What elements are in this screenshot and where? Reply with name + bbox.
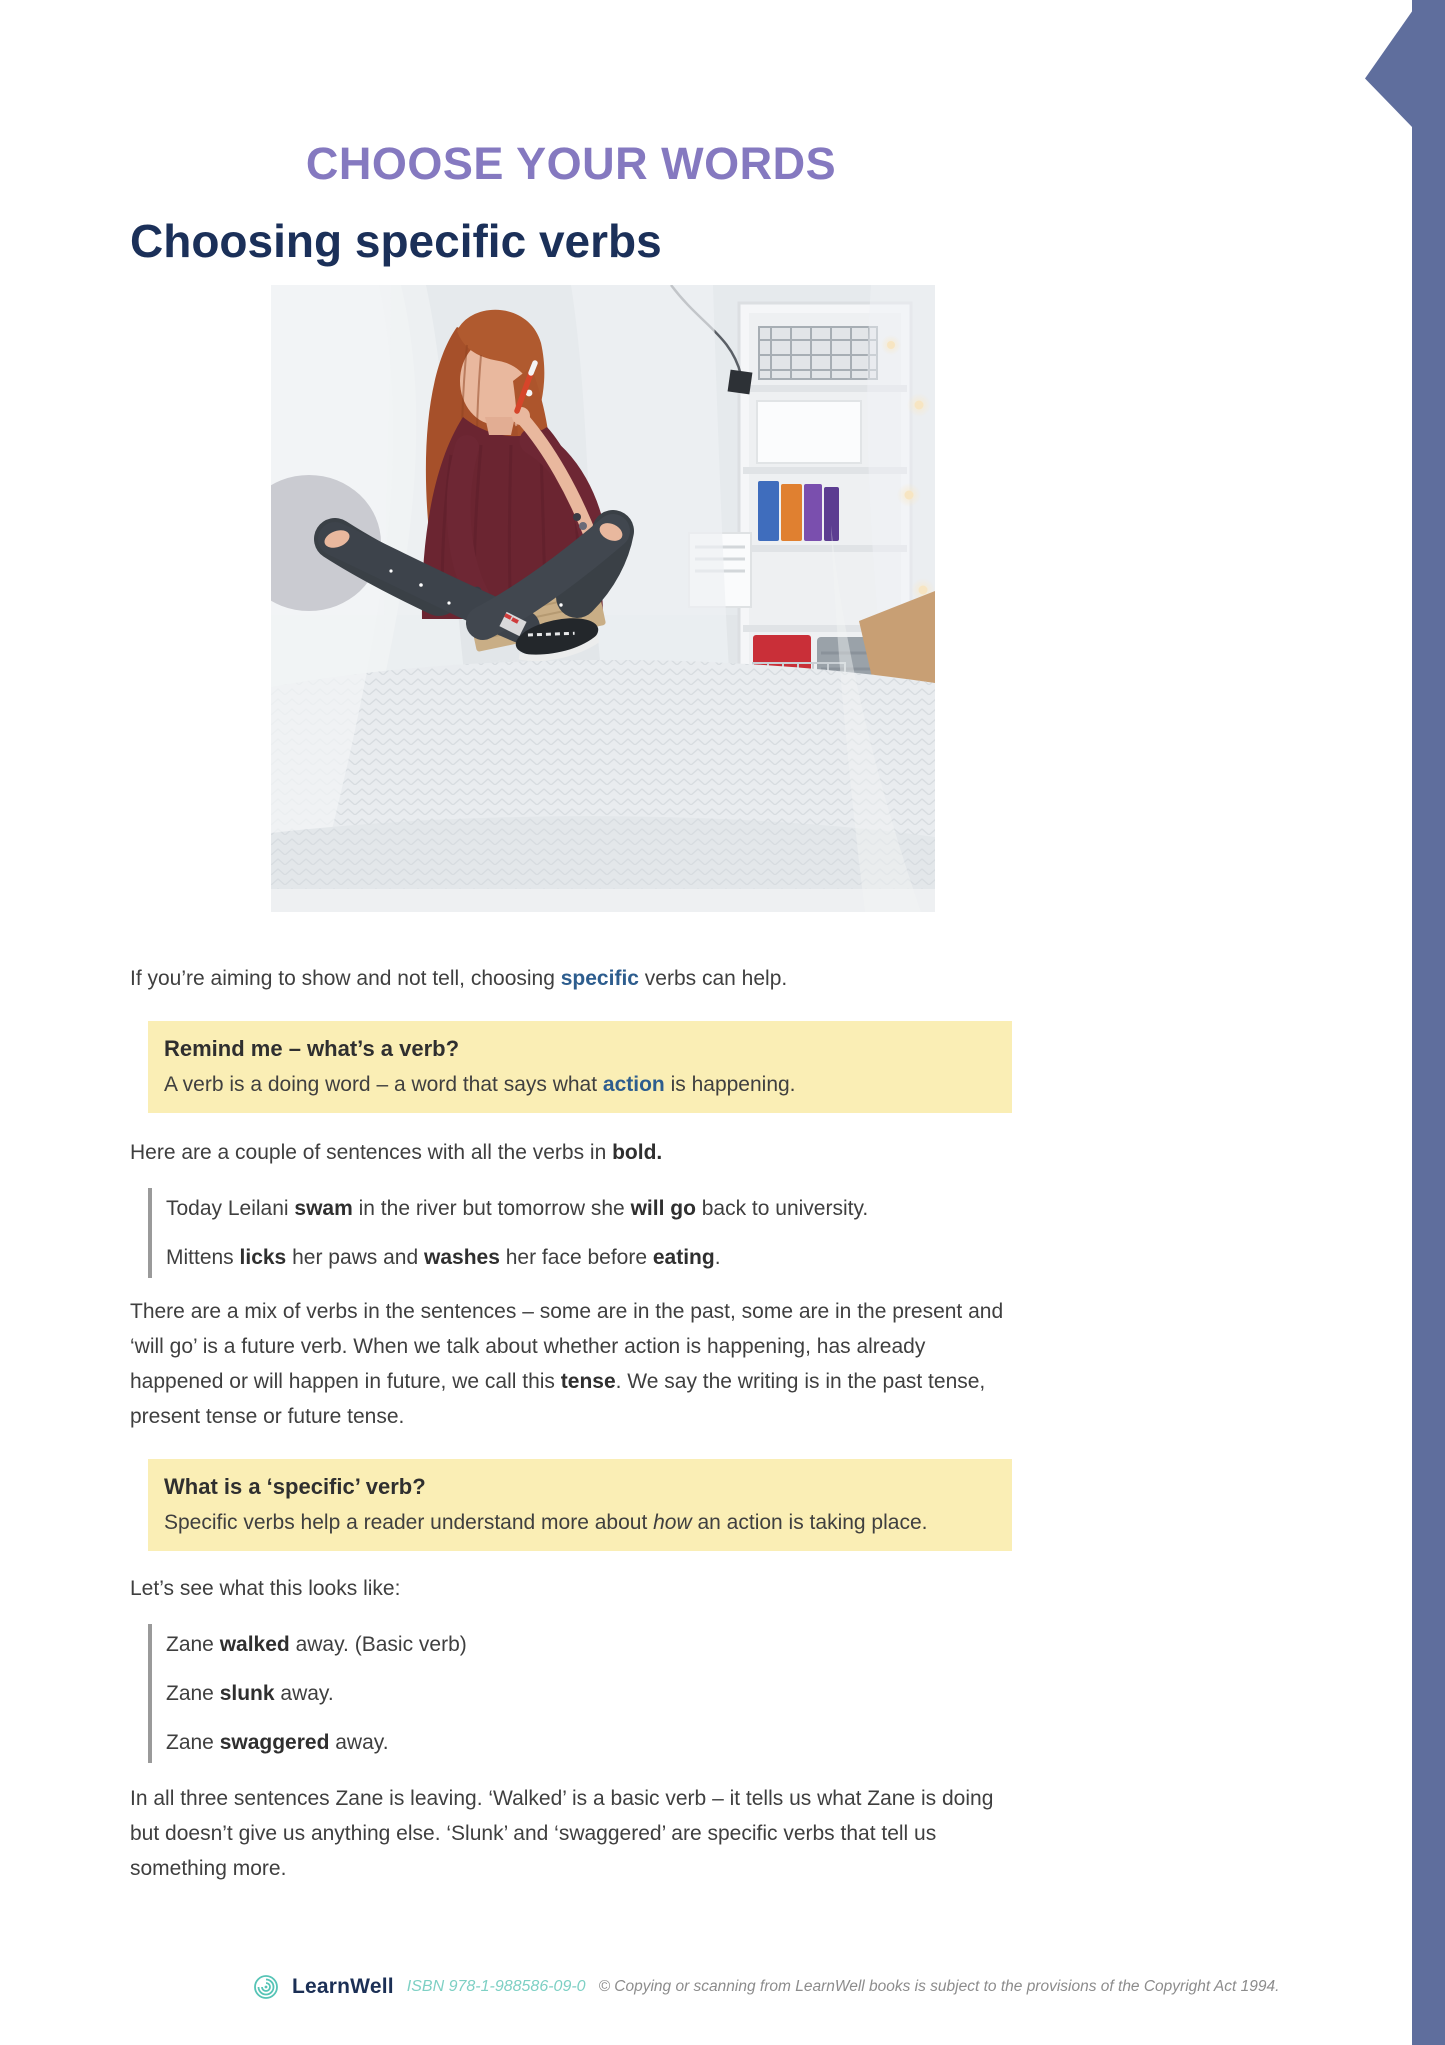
- verbs-bold-paragraph: [130, 1135, 1012, 1170]
- tense-bold: tense: [560, 1370, 616, 1393]
- quote-text: her face before: [499, 1246, 653, 1269]
- verb-eating: eating: [652, 1246, 715, 1269]
- quote-text: Mittens: [166, 1246, 240, 1269]
- quote-text: back to university.: [695, 1197, 869, 1220]
- page-content: [130, 0, 1012, 1886]
- student-photo: [271, 285, 935, 912]
- section-kicker: CHOOSE YOUR WORDS: [305, 138, 837, 189]
- side-accent-bar: [1412, 0, 1445, 2045]
- quote-text: Today Leilani: [166, 1197, 295, 1220]
- quote-text: away.: [329, 1731, 389, 1754]
- quote-text: Zane: [166, 1682, 220, 1705]
- footer: [253, 1974, 1279, 2000]
- example-quote: [148, 1188, 1012, 1278]
- zane-quote: [148, 1624, 1012, 1763]
- tense-text-end: . We say the writing is in the past tense, present tense or future tense.: [130, 1370, 986, 1428]
- quote-line: [166, 1627, 1012, 1662]
- lead-text: Here are a couple of sentences with all the verbs in: [130, 1141, 613, 1164]
- tense-text: There are a mix of verbs in the sentences – some are in the past, some are in the present and ‘will go’ is a future verb. When we talk about whether action is happening, has already happened or will happen in future, we call this: [130, 1300, 1004, 1393]
- callout-specific-verb: [148, 1459, 1012, 1551]
- bed-foreground: [271, 816, 935, 912]
- closing-paragraph: In all three sentences Zane is leaving. ‘Walked’ is a basic verb – it tells us what Zane is doing but doesn’t give us anything else. ‘Slunk’ and ‘swaggered’ are specific verbs that tell us something more.: [130, 1787, 994, 1880]
- verb-swaggered: swaggered: [219, 1731, 330, 1754]
- quote-text: away. (Basic verb): [289, 1633, 467, 1656]
- brand-name: LearnWell: [292, 1975, 394, 1998]
- side-accent-notch: [1365, 10, 1413, 128]
- quote-text: Zane: [166, 1731, 220, 1754]
- verb-walked: walked: [219, 1633, 290, 1656]
- specific-bold: specific: [560, 967, 639, 990]
- quote-line: [166, 1676, 1012, 1711]
- isbn-text: ISBN 978-1-988586-09-0: [406, 1978, 586, 1995]
- intro-text: If you’re aiming to show and not tell, choosing: [130, 967, 561, 990]
- intro-paragraph: [130, 961, 1012, 996]
- quote-text: Zane: [166, 1633, 220, 1656]
- action-bold: action: [602, 1073, 665, 1096]
- callout-remind-verb: [148, 1021, 1012, 1113]
- quote-text: her paws and: [286, 1246, 425, 1269]
- quote-line: [166, 1191, 1012, 1226]
- verb-licks: licks: [239, 1246, 287, 1269]
- quote-text: .: [714, 1246, 721, 1269]
- lets-see-paragraph: Let’s see what this looks like:: [130, 1577, 401, 1600]
- verb-slunk: slunk: [219, 1682, 275, 1705]
- callout-body-text: Specific verbs help a reader understand more about: [164, 1511, 654, 1534]
- callout-body: [164, 1070, 994, 1100]
- callout-body: [164, 1508, 994, 1538]
- intro-text-end: verbs can help.: [638, 967, 788, 990]
- verb-washes: washes: [424, 1246, 500, 1269]
- tense-paragraph: [130, 1294, 1012, 1434]
- callout-body-text: A verb is a doing word – a word that says what: [164, 1073, 603, 1096]
- copyright-text: © Copying or scanning from LearnWell books is subject to the provisions of the Copyright Act 1994.: [598, 1978, 1280, 1995]
- verb-swam: swam: [294, 1197, 353, 1220]
- callout-body-text-end: is happening.: [664, 1073, 796, 1096]
- page-title: Choosing specific verbs: [130, 215, 662, 267]
- quote-line: [166, 1240, 1012, 1275]
- callout-title: What is a ‘specific’ verb?: [164, 1474, 426, 1499]
- verb-will-go: will go: [630, 1197, 696, 1220]
- how-italic: how: [653, 1511, 692, 1534]
- quote-text: away.: [274, 1682, 334, 1705]
- bold-word: bold.: [612, 1141, 663, 1164]
- callout-title: Remind me – what’s a verb?: [164, 1036, 460, 1061]
- learnwell-logo-icon: [253, 1974, 279, 2000]
- quote-text: in the river but tomorrow she: [352, 1197, 631, 1220]
- callout-body-text-end: an action is taking place.: [691, 1511, 928, 1534]
- quote-line: [166, 1725, 1012, 1760]
